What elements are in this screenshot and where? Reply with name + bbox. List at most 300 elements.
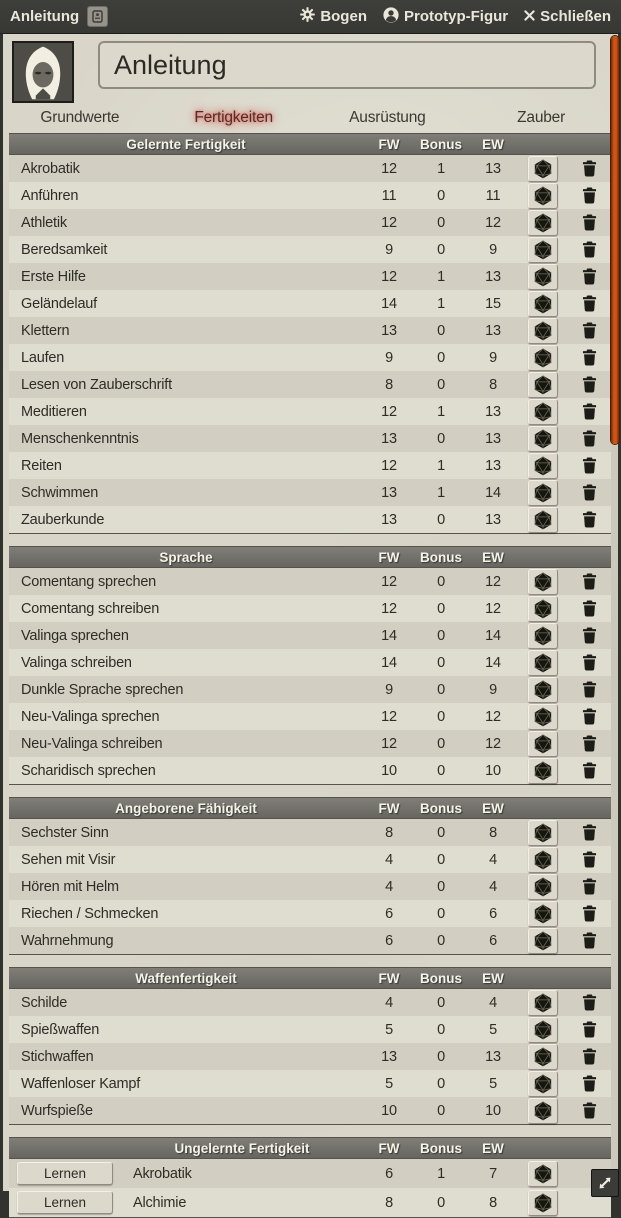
roll-cell bbox=[519, 372, 567, 398]
skill-name: Anführen bbox=[21, 187, 79, 204]
table-row bbox=[9, 568, 611, 595]
roll-cell bbox=[519, 731, 567, 757]
roll-d20-button[interactable] bbox=[528, 156, 558, 182]
d20-die-icon bbox=[533, 1164, 553, 1184]
skill-bonus-value: 0 bbox=[437, 511, 445, 528]
roll-d20-button[interactable] bbox=[528, 874, 558, 900]
roll-cell bbox=[519, 596, 567, 622]
column-header-bonus: Bonus bbox=[420, 970, 462, 986]
tab-grundwerte[interactable]: Grundwerte bbox=[40, 108, 120, 126]
skill-name: Wurfspieße bbox=[21, 1102, 93, 1119]
trash-icon bbox=[582, 430, 597, 447]
hooded-figure-icon bbox=[14, 43, 72, 101]
skill-fw-value: 12 bbox=[381, 708, 397, 725]
skill-bonus-value: 0 bbox=[437, 600, 445, 617]
table-row bbox=[9, 344, 611, 371]
learn-button[interactable]: Lernen bbox=[17, 1162, 113, 1185]
roll-d20-button[interactable] bbox=[528, 1044, 558, 1070]
titlebar bbox=[0, 0, 621, 34]
table-row bbox=[9, 730, 611, 757]
skill-ew-value: 13 bbox=[485, 322, 501, 339]
table-row bbox=[9, 846, 611, 873]
delete-cell bbox=[567, 214, 611, 231]
delete-cell bbox=[567, 241, 611, 258]
character-name-input[interactable] bbox=[98, 41, 596, 89]
skill-ew-value: 9 bbox=[489, 241, 497, 258]
figure-menu-button[interactable] bbox=[383, 7, 508, 27]
skill-name: Dunkle Sprache sprechen bbox=[21, 681, 184, 698]
skill-name: Hören mit Helm bbox=[21, 878, 119, 895]
skill-bonus-value: 0 bbox=[437, 322, 445, 339]
trash-icon bbox=[582, 735, 597, 752]
delete-skill-button[interactable] bbox=[582, 878, 597, 895]
skill-fw-value: 12 bbox=[381, 160, 397, 177]
skill-fw-value: 4 bbox=[385, 878, 393, 895]
table-row bbox=[9, 676, 611, 703]
skill-fw-value: 4 bbox=[385, 994, 393, 1011]
trash-icon bbox=[582, 905, 597, 922]
roll-d20-button[interactable] bbox=[528, 1098, 558, 1124]
delete-skill-button[interactable] bbox=[582, 268, 597, 285]
skill-name: Reiten bbox=[21, 457, 62, 474]
window-title: Anleitung bbox=[10, 8, 80, 25]
skill-ew-value: 14 bbox=[485, 654, 501, 671]
delete-skill-button[interactable] bbox=[582, 322, 597, 339]
delete-skill-button[interactable] bbox=[582, 824, 597, 841]
table-row bbox=[9, 900, 611, 927]
delete-skill-button[interactable] bbox=[582, 905, 597, 922]
resize-diagonal-icon bbox=[596, 1174, 614, 1192]
skill-name: Athletik bbox=[21, 214, 67, 231]
character-sheet-icon[interactable] bbox=[87, 6, 108, 27]
table-row bbox=[9, 209, 611, 236]
trash-icon bbox=[582, 932, 597, 949]
skill-bonus-value: 0 bbox=[437, 824, 445, 841]
roll-d20-button[interactable] bbox=[528, 1161, 558, 1187]
skill-bonus-value: 0 bbox=[437, 1021, 445, 1038]
roll-cell bbox=[519, 1161, 567, 1187]
trash-icon bbox=[582, 295, 597, 312]
trash-icon bbox=[582, 878, 597, 895]
skill-fw-value: 14 bbox=[381, 295, 397, 312]
roll-cell bbox=[519, 507, 567, 533]
delete-cell bbox=[567, 187, 611, 204]
d20-die-icon bbox=[533, 267, 553, 287]
skill-name: Riechen / Schmecken bbox=[21, 905, 159, 922]
skill-bonus-value: 0 bbox=[437, 905, 445, 922]
skill-ew-value: 4 bbox=[489, 878, 497, 895]
roll-cell bbox=[519, 453, 567, 479]
skill-bonus-value: 1 bbox=[437, 457, 445, 474]
trash-icon bbox=[582, 322, 597, 339]
skill-fw-value: 13 bbox=[381, 322, 397, 339]
table-header bbox=[9, 546, 611, 568]
skill-name: Comentang schreiben bbox=[21, 600, 160, 617]
skill-bonus-value: 0 bbox=[437, 1102, 445, 1119]
person-icon bbox=[383, 7, 399, 27]
roll-d20-button[interactable] bbox=[528, 731, 558, 757]
skill-fw-value: 13 bbox=[381, 1048, 397, 1065]
skill-name: Akrobatik bbox=[133, 1165, 192, 1182]
d20-die-icon bbox=[533, 626, 553, 646]
d20-die-icon bbox=[533, 761, 553, 781]
roll-d20-button[interactable] bbox=[528, 596, 558, 622]
resize-handle[interactable] bbox=[591, 1169, 619, 1197]
skill-name: Spießwaffen bbox=[21, 1021, 100, 1038]
delete-skill-button[interactable] bbox=[582, 994, 597, 1011]
skill-fw-value: 13 bbox=[381, 430, 397, 447]
scrollbar-thumb[interactable] bbox=[611, 36, 619, 444]
d20-die-icon bbox=[533, 653, 553, 673]
delete-skill-button[interactable] bbox=[582, 457, 597, 474]
skill-name: Alchimie bbox=[133, 1194, 187, 1211]
roll-d20-button[interactable] bbox=[528, 1071, 558, 1097]
roll-d20-button[interactable] bbox=[528, 237, 558, 263]
delete-cell bbox=[567, 511, 611, 528]
trash-icon bbox=[582, 1048, 597, 1065]
skill-fw-value: 9 bbox=[385, 681, 393, 698]
trash-icon bbox=[582, 160, 597, 177]
skill-fw-value: 12 bbox=[381, 457, 397, 474]
roll-d20-button[interactable] bbox=[528, 372, 558, 398]
column-header-fw: FW bbox=[378, 1140, 400, 1156]
table-row bbox=[9, 182, 611, 209]
column-header-bonus: Bonus bbox=[420, 800, 462, 816]
d20-die-icon bbox=[533, 823, 553, 843]
sheet-settings-button[interactable] bbox=[300, 7, 367, 26]
skill-fw-value: 5 bbox=[385, 1075, 393, 1092]
skill-ew-value: 8 bbox=[489, 376, 497, 393]
skill-ew-value: 15 bbox=[485, 295, 501, 312]
roll-d20-button[interactable] bbox=[528, 928, 558, 954]
roll-d20-button[interactable] bbox=[528, 820, 558, 846]
roll-d20-button[interactable] bbox=[528, 183, 558, 209]
skill-bonus-value: 0 bbox=[437, 1075, 445, 1092]
roll-d20-button[interactable] bbox=[528, 1190, 558, 1216]
roll-cell bbox=[519, 901, 567, 927]
skill-fw-value: 14 bbox=[381, 654, 397, 671]
roll-d20-button[interactable] bbox=[528, 1017, 558, 1043]
table-row bbox=[9, 155, 611, 182]
column-header-ew: EW bbox=[482, 800, 504, 816]
roll-cell bbox=[519, 156, 567, 182]
roll-cell bbox=[519, 650, 567, 676]
delete-cell bbox=[567, 681, 611, 698]
delete-cell bbox=[567, 322, 611, 339]
roll-d20-button[interactable] bbox=[528, 453, 558, 479]
skill-fw-value: 12 bbox=[381, 573, 397, 590]
skill-name: Beredsamkeit bbox=[21, 241, 108, 258]
delete-cell bbox=[567, 573, 611, 590]
skill-bonus-value: 0 bbox=[437, 851, 445, 868]
character-portrait[interactable] bbox=[12, 41, 74, 103]
table-row bbox=[9, 703, 611, 730]
table-row bbox=[9, 649, 611, 676]
roll-cell bbox=[519, 1017, 567, 1043]
roll-d20-button[interactable] bbox=[528, 704, 558, 730]
roll-d20-button[interactable] bbox=[528, 650, 558, 676]
d20-die-icon bbox=[533, 240, 553, 260]
skill-fw-value: 4 bbox=[385, 851, 393, 868]
skill-ew-value: 8 bbox=[489, 1194, 497, 1211]
delete-cell bbox=[567, 708, 611, 725]
d20-die-icon bbox=[533, 1020, 553, 1040]
roll-d20-button[interactable] bbox=[528, 507, 558, 533]
gear-icon bbox=[300, 7, 315, 26]
delete-cell bbox=[567, 627, 611, 644]
delete-skill-button[interactable] bbox=[582, 851, 597, 868]
d20-die-icon bbox=[533, 456, 553, 476]
delete-cell bbox=[567, 878, 611, 895]
trash-icon bbox=[582, 851, 597, 868]
table-header bbox=[9, 133, 611, 155]
roll-cell bbox=[519, 569, 567, 595]
column-header-ew: EW bbox=[482, 136, 504, 152]
skill-bonus-value: 0 bbox=[437, 187, 445, 204]
roll-d20-button[interactable] bbox=[528, 264, 558, 290]
roll-cell bbox=[519, 677, 567, 703]
table-row bbox=[9, 819, 611, 846]
trash-icon bbox=[582, 994, 597, 1011]
table-row bbox=[9, 1097, 611, 1124]
delete-skill-button[interactable] bbox=[582, 430, 597, 447]
column-header-bonus: Bonus bbox=[420, 1140, 462, 1156]
d20-die-icon bbox=[533, 707, 553, 727]
skill-bonus-value: 0 bbox=[437, 627, 445, 644]
delete-cell bbox=[567, 430, 611, 447]
delete-cell bbox=[567, 349, 611, 366]
delete-skill-button[interactable] bbox=[582, 600, 597, 617]
d20-die-icon bbox=[533, 213, 553, 233]
table-title: Angeborene Fähigkeit bbox=[115, 800, 257, 816]
skill-bonus-value: 0 bbox=[437, 376, 445, 393]
skill-bonus-value: 0 bbox=[437, 735, 445, 752]
roll-cell bbox=[519, 264, 567, 290]
roll-d20-button[interactable] bbox=[528, 426, 558, 452]
d20-die-icon bbox=[533, 1101, 553, 1121]
learn-cell bbox=[9, 1162, 121, 1185]
table-row bbox=[9, 236, 611, 263]
delete-skill-button[interactable] bbox=[582, 511, 597, 528]
roll-d20-button[interactable] bbox=[528, 569, 558, 595]
column-header-bonus: Bonus bbox=[420, 136, 462, 152]
skill-ew-value: 13 bbox=[485, 430, 501, 447]
delete-cell bbox=[567, 1048, 611, 1065]
trash-icon bbox=[582, 214, 597, 231]
d20-die-icon bbox=[533, 429, 553, 449]
table-row bbox=[9, 1043, 611, 1070]
roll-cell bbox=[519, 399, 567, 425]
delete-skill-button[interactable] bbox=[582, 376, 597, 393]
delete-skill-button[interactable] bbox=[582, 187, 597, 204]
delete-cell bbox=[567, 1021, 611, 1038]
delete-skill-button[interactable] bbox=[582, 708, 597, 725]
delete-skill-button[interactable] bbox=[582, 1021, 597, 1038]
skill-name: Schilde bbox=[21, 994, 68, 1011]
delete-skill-button[interactable] bbox=[582, 932, 597, 949]
roll-cell bbox=[519, 237, 567, 263]
delete-cell bbox=[567, 762, 611, 779]
trash-icon bbox=[582, 600, 597, 617]
roll-d20-button[interactable] bbox=[528, 901, 558, 927]
roll-d20-button[interactable] bbox=[528, 990, 558, 1016]
table-row bbox=[9, 989, 611, 1016]
skill-fw-value: 14 bbox=[381, 627, 397, 644]
table-row bbox=[9, 595, 611, 622]
d20-die-icon bbox=[533, 1074, 553, 1094]
delete-skill-button[interactable] bbox=[582, 403, 597, 420]
roll-d20-button[interactable] bbox=[528, 480, 558, 506]
skill-name: Neu-Valinga schreiben bbox=[21, 735, 163, 752]
roll-d20-button[interactable] bbox=[528, 291, 558, 317]
trash-icon bbox=[582, 1075, 597, 1092]
trash-icon bbox=[582, 403, 597, 420]
trash-icon bbox=[582, 1021, 597, 1038]
roll-d20-button[interactable] bbox=[528, 318, 558, 344]
d20-die-icon bbox=[533, 599, 553, 619]
skill-name: Laufen bbox=[21, 349, 65, 366]
delete-skill-button[interactable] bbox=[582, 484, 597, 501]
skill-bonus-value: 0 bbox=[437, 708, 445, 725]
skill-fw-value: 12 bbox=[381, 268, 397, 285]
delete-skill-button[interactable] bbox=[582, 241, 597, 258]
d20-die-icon bbox=[533, 993, 553, 1013]
trash-icon bbox=[582, 241, 597, 258]
delete-skill-button[interactable] bbox=[582, 1102, 597, 1119]
roll-cell bbox=[519, 623, 567, 649]
skill-bonus-value: 1 bbox=[437, 403, 445, 420]
skill-fw-value: 8 bbox=[385, 824, 393, 841]
d20-die-icon bbox=[533, 680, 553, 700]
skill-bonus-value: 1 bbox=[437, 160, 445, 177]
skill-name: Akrobatik bbox=[21, 160, 80, 177]
skill-ew-value: 13 bbox=[485, 457, 501, 474]
table-row bbox=[9, 506, 611, 533]
delete-cell bbox=[567, 905, 611, 922]
table-header bbox=[9, 797, 611, 819]
skill-fw-value: 8 bbox=[385, 1194, 393, 1211]
learn-button[interactable]: Lernen bbox=[17, 1191, 113, 1214]
delete-skill-button[interactable] bbox=[582, 1048, 597, 1065]
tab-ausruestung[interactable]: Ausrüstung bbox=[349, 108, 426, 126]
close-button[interactable] bbox=[524, 8, 611, 25]
trash-icon bbox=[582, 484, 597, 501]
roll-cell bbox=[519, 291, 567, 317]
delete-cell bbox=[567, 994, 611, 1011]
table-row bbox=[9, 263, 611, 290]
delete-skill-button[interactable] bbox=[582, 735, 597, 752]
delete-skill-button[interactable] bbox=[582, 214, 597, 231]
delete-skill-button[interactable] bbox=[582, 1075, 597, 1092]
character-header bbox=[3, 34, 618, 103]
roll-cell bbox=[519, 426, 567, 452]
tab-fertigkeiten[interactable]: Fertigkeiten bbox=[194, 108, 273, 126]
column-header-fw: FW bbox=[378, 800, 400, 816]
table-row bbox=[9, 479, 611, 506]
table-rows bbox=[9, 1159, 611, 1218]
skill-table bbox=[9, 967, 611, 1125]
roll-d20-button[interactable] bbox=[528, 847, 558, 873]
delete-skill-button[interactable] bbox=[582, 295, 597, 312]
skill-table bbox=[9, 1137, 611, 1218]
table-row bbox=[9, 452, 611, 479]
skill-fw-value: 12 bbox=[381, 403, 397, 420]
delete-skill-button[interactable] bbox=[582, 762, 597, 779]
delete-cell bbox=[567, 268, 611, 285]
skill-name: Valinga sprechen bbox=[21, 627, 129, 644]
d20-die-icon bbox=[533, 904, 553, 924]
skill-name: Sechster Sinn bbox=[21, 824, 109, 841]
skill-ew-value: 6 bbox=[489, 932, 497, 949]
delete-skill-button[interactable] bbox=[582, 349, 597, 366]
skill-name: Schwimmen bbox=[21, 484, 99, 501]
roll-cell bbox=[519, 704, 567, 730]
skill-fw-value: 13 bbox=[381, 484, 397, 501]
trash-icon bbox=[582, 349, 597, 366]
column-header-ew: EW bbox=[482, 970, 504, 986]
skill-name: Klettern bbox=[21, 322, 70, 339]
skill-fw-value: 6 bbox=[385, 932, 393, 949]
delete-skill-button[interactable] bbox=[582, 573, 597, 590]
skill-bonus-value: 0 bbox=[437, 654, 445, 671]
roll-d20-button[interactable] bbox=[528, 623, 558, 649]
skill-name: Valinga schreiben bbox=[21, 654, 132, 671]
d20-die-icon bbox=[533, 321, 553, 341]
tab-zauber[interactable]: Zauber bbox=[517, 108, 566, 126]
roll-cell bbox=[519, 480, 567, 506]
tab-bar bbox=[3, 104, 618, 131]
close-icon bbox=[524, 8, 535, 25]
skill-bonus-value: 1 bbox=[437, 295, 445, 312]
table-header bbox=[9, 967, 611, 989]
delete-cell bbox=[567, 376, 611, 393]
scrollbar-track[interactable] bbox=[611, 36, 619, 1187]
table-row bbox=[9, 1016, 611, 1043]
skill-bonus-value: 1 bbox=[437, 484, 445, 501]
delete-skill-button[interactable] bbox=[582, 160, 597, 177]
skill-ew-value: 13 bbox=[485, 403, 501, 420]
roll-cell bbox=[519, 1071, 567, 1097]
skill-ew-value: 13 bbox=[485, 160, 501, 177]
table-row bbox=[9, 425, 611, 452]
roll-d20-button[interactable] bbox=[528, 677, 558, 703]
delete-skill-button[interactable] bbox=[582, 681, 597, 698]
skill-fw-value: 12 bbox=[381, 735, 397, 752]
skill-fw-value: 6 bbox=[385, 1165, 393, 1182]
roll-d20-button[interactable] bbox=[528, 758, 558, 784]
skill-ew-value: 9 bbox=[489, 349, 497, 366]
skill-name: Zauberkunde bbox=[21, 511, 105, 528]
table-row bbox=[9, 290, 611, 317]
table-row bbox=[9, 317, 611, 344]
d20-die-icon bbox=[533, 931, 553, 951]
table-rows bbox=[9, 568, 611, 785]
delete-skill-button[interactable] bbox=[582, 627, 597, 644]
table-title: Gelernte Fertigkeit bbox=[126, 136, 246, 152]
skill-ew-value: 6 bbox=[489, 905, 497, 922]
table-title: Ungelernte Fertigkeit bbox=[174, 1140, 310, 1156]
skill-fw-value: 5 bbox=[385, 1021, 393, 1038]
d20-die-icon bbox=[533, 877, 553, 897]
skill-table bbox=[9, 546, 611, 785]
roll-d20-button[interactable] bbox=[528, 210, 558, 236]
skill-name: Geländelauf bbox=[21, 295, 97, 312]
delete-skill-button[interactable] bbox=[582, 654, 597, 671]
roll-d20-button[interactable] bbox=[528, 345, 558, 371]
delete-cell bbox=[567, 654, 611, 671]
roll-d20-button[interactable] bbox=[528, 399, 558, 425]
skill-ew-value: 8 bbox=[489, 824, 497, 841]
